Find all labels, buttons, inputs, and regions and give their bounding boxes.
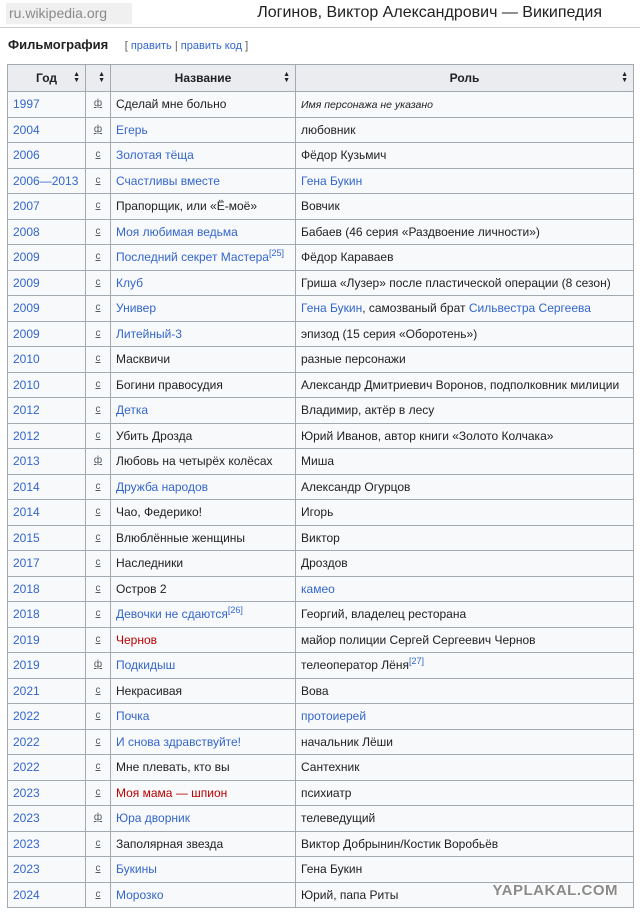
- title-link[interactable]: Подкидыш: [116, 658, 176, 673]
- year-link[interactable]: 2014: [8, 474, 86, 500]
- title-link[interactable]: Девочки не сдаются: [116, 607, 228, 622]
- edit-bracket-open: [: [124, 40, 128, 52]
- edit-separator: |: [174, 40, 178, 52]
- role-cell: [296, 857, 634, 883]
- year-link[interactable]: 2021: [8, 678, 86, 704]
- role-cell: [296, 474, 634, 500]
- role-cell: [296, 755, 634, 781]
- type-mark[interactable]: с: [86, 755, 111, 781]
- role-cell: [296, 245, 634, 271]
- filmography-table: [7, 64, 634, 908]
- role-text: майор полиции Сергей Сергеевич Чернов: [301, 632, 536, 647]
- table-row: [8, 219, 634, 245]
- title-cell[interactable]: [111, 704, 296, 730]
- title-cell[interactable]: [111, 780, 296, 806]
- title-cell[interactable]: [111, 321, 296, 347]
- table-row: [8, 857, 634, 883]
- title-link[interactable]: Чернов: [116, 632, 158, 647]
- role-cell: [296, 296, 634, 322]
- year-link[interactable]: 2009: [8, 270, 86, 296]
- role-cell: [296, 627, 634, 653]
- table-row: [8, 755, 634, 781]
- role-text: любовник: [301, 122, 356, 137]
- type-mark[interactable]: с: [86, 602, 111, 628]
- year-link[interactable]: 2017: [8, 551, 86, 577]
- type-mark[interactable]: с: [86, 525, 111, 551]
- table-row: [8, 296, 634, 322]
- year-link[interactable]: 2012: [8, 423, 86, 449]
- role-text: Гена Букин: [301, 862, 363, 877]
- title-link[interactable]: Счастливы вместе: [116, 173, 220, 188]
- title-cell[interactable]: [111, 245, 296, 271]
- role-text: , самозваный брат: [362, 301, 469, 316]
- year-link[interactable]: 2023: [8, 806, 86, 832]
- role-text: телеоператор Лёня: [301, 658, 409, 673]
- role-cell: [296, 500, 634, 526]
- role-text: Фёдор Караваев: [301, 250, 394, 265]
- role-link[interactable]: Гена Букин: [301, 173, 363, 188]
- role-cell: [296, 321, 634, 347]
- role-text: Гриша «Лузер» после пластической операции (8 сезон): [301, 275, 611, 290]
- title-text: Мне плевать, кто вы: [116, 760, 230, 775]
- role-text: Бабаев (46 серия «Раздвоение личности»): [301, 224, 540, 239]
- title-link[interactable]: Золотая тёща: [116, 148, 194, 163]
- title-text: Любовь на четырёх колёсах: [116, 454, 273, 469]
- type-mark[interactable]: с: [86, 143, 111, 169]
- title-cell[interactable]: [111, 806, 296, 832]
- role-cell: [296, 831, 634, 857]
- title-text: Сделай мне больно: [116, 97, 227, 112]
- type-mark[interactable]: с: [86, 423, 111, 449]
- title-cell[interactable]: [111, 270, 296, 296]
- title-link[interactable]: Почка: [116, 709, 150, 724]
- role-cell: [296, 576, 634, 602]
- role-cell: [296, 423, 634, 449]
- title-link[interactable]: И снова здравствуйте!: [116, 734, 242, 749]
- type-mark[interactable]: с: [86, 882, 111, 908]
- title-cell: [111, 92, 296, 118]
- title-text: Убить Дрозда: [116, 428, 193, 443]
- role-cell: [296, 143, 634, 169]
- table-row: [8, 143, 634, 169]
- role-cell: [296, 678, 634, 704]
- title-text: Богини правосудия: [116, 377, 223, 392]
- title-link[interactable]: Букины: [116, 862, 157, 877]
- year-link[interactable]: 2010: [8, 347, 86, 373]
- type-mark[interactable]: с: [86, 194, 111, 220]
- header-role[interactable]: Роль ▲ ▼: [296, 65, 634, 92]
- title-cell[interactable]: [111, 602, 296, 628]
- role-text: начальник Лёши: [301, 734, 394, 749]
- type-mark[interactable]: с: [86, 678, 111, 704]
- role-text: Игорь: [301, 505, 334, 520]
- role-text: Дроздов: [301, 556, 348, 571]
- role-text: Сантехник: [301, 760, 360, 775]
- title-cell[interactable]: [111, 653, 296, 679]
- title-cell[interactable]: [111, 168, 296, 194]
- role-cell: [296, 653, 634, 679]
- type-mark[interactable]: с: [86, 347, 111, 373]
- type-mark[interactable]: с: [86, 500, 111, 526]
- title-cell[interactable]: [111, 296, 296, 322]
- role-text: Виктор Добрынин/Костик Воробьёв: [301, 836, 499, 851]
- title-text: Масквичи: [116, 352, 171, 367]
- table-header-row: [8, 65, 634, 92]
- title-link[interactable]: Последний секрет Мастера: [116, 250, 269, 265]
- table-row: [8, 780, 634, 806]
- title-cell: [111, 500, 296, 526]
- year-link[interactable]: 2004: [8, 117, 86, 143]
- sort-icon[interactable]: ▲ ▼: [283, 71, 290, 84]
- title-cell: [111, 755, 296, 781]
- title-cell[interactable]: [111, 857, 296, 883]
- year-link[interactable]: 2024: [8, 882, 86, 908]
- type-mark[interactable]: с: [86, 576, 111, 602]
- title-cell[interactable]: [111, 143, 296, 169]
- year-link[interactable]: 2023: [8, 831, 86, 857]
- role-cell: [296, 525, 634, 551]
- title-link[interactable]: Моя мама — шпион: [116, 785, 228, 800]
- section-title: Фильмография: [8, 37, 109, 52]
- role-link[interactable]: камео: [301, 581, 335, 596]
- title-text: Прапорщик, или «Ё-моё»: [116, 199, 258, 214]
- role-text: Виктор: [301, 530, 340, 545]
- reference-link[interactable]: [25]: [268, 248, 284, 259]
- title-link[interactable]: Клуб: [116, 275, 143, 290]
- title-cell: [111, 831, 296, 857]
- role-cell: [296, 270, 634, 296]
- table-row: [8, 831, 634, 857]
- edit-links: [125, 40, 248, 52]
- role-text: Александр Огурцов: [301, 479, 411, 494]
- table-row: [8, 398, 634, 424]
- type-mark[interactable]: с: [86, 780, 111, 806]
- year-link[interactable]: 2006—2013: [8, 168, 86, 194]
- title-cell[interactable]: [111, 627, 296, 653]
- year-link[interactable]: 2008: [8, 219, 86, 245]
- type-mark[interactable]: с: [86, 474, 111, 500]
- title-cell: [111, 678, 296, 704]
- year-link[interactable]: 2010: [8, 372, 86, 398]
- table-row: [8, 372, 634, 398]
- table-row: [8, 449, 634, 475]
- role-text: эпизод (15 серия «Оборотень»): [301, 326, 478, 341]
- type-mark[interactable]: с: [86, 831, 111, 857]
- role-cell: [296, 704, 634, 730]
- title-link[interactable]: Юра дворник: [116, 811, 190, 826]
- url-bar[interactable]: ru.wikipedia.org: [6, 3, 132, 24]
- year-link[interactable]: 2012: [8, 398, 86, 424]
- watermark: YAPLAKAL.COM: [492, 882, 618, 899]
- title-link[interactable]: Универ: [116, 301, 157, 316]
- reference-link[interactable]: [27]: [408, 656, 424, 667]
- edit-link[interactable]: править: [130, 40, 172, 52]
- title-cell: [111, 525, 296, 551]
- header-title[interactable]: Название ▲ ▼: [111, 65, 296, 92]
- title-link[interactable]: Егерь: [116, 122, 148, 137]
- role-link[interactable]: Сильвестра Сергеева: [468, 301, 591, 316]
- role-link[interactable]: Гена Букин: [301, 301, 363, 316]
- title-cell: [111, 372, 296, 398]
- type-mark[interactable]: с: [86, 219, 111, 245]
- sort-icon[interactable]: ▲ ▼: [621, 71, 628, 84]
- title-cell[interactable]: [111, 398, 296, 424]
- type-mark[interactable]: с: [86, 729, 111, 755]
- table-row: [8, 653, 634, 679]
- table-row: [8, 551, 634, 577]
- table-row: [8, 704, 634, 730]
- table-row: [8, 92, 634, 118]
- table-row: [8, 423, 634, 449]
- title-text: Чао, Федерико!: [116, 505, 202, 520]
- role-cell: [296, 602, 634, 628]
- table-row: [8, 270, 634, 296]
- table-row: [8, 474, 634, 500]
- role-text: Георгий, владелец ресторана: [301, 607, 467, 622]
- role-link[interactable]: протоиерей: [301, 709, 367, 724]
- title-link[interactable]: Моя любимая ведьма: [116, 224, 238, 239]
- title-cell: [111, 194, 296, 220]
- year-link[interactable]: 2009: [8, 245, 86, 271]
- year-link[interactable]: 2022: [8, 755, 86, 781]
- title-link[interactable]: Дружба народов: [116, 479, 209, 494]
- table-row: [8, 245, 634, 271]
- type-mark[interactable]: с: [86, 372, 111, 398]
- role-cell: [296, 729, 634, 755]
- title-link[interactable]: Литейный-3: [116, 326, 182, 341]
- table-row: [8, 117, 634, 143]
- year-link[interactable]: 2014: [8, 500, 86, 526]
- title-text: Влюблённые женщины: [116, 530, 246, 545]
- title-cell[interactable]: [111, 474, 296, 500]
- year-link[interactable]: 2009: [8, 296, 86, 322]
- type-mark[interactable]: с: [86, 704, 111, 730]
- table-row: [8, 500, 634, 526]
- edit-bracket-close: ]: [245, 40, 249, 52]
- role-text: Владимир, актёр в лесу: [301, 403, 435, 418]
- table-row: [8, 194, 634, 220]
- role-text: Имя персонажа не указано: [301, 98, 433, 111]
- type-mark[interactable]: с: [86, 398, 111, 424]
- type-mark[interactable]: с: [86, 321, 111, 347]
- type-mark[interactable]: с: [86, 245, 111, 271]
- type-mark[interactable]: с: [86, 168, 111, 194]
- role-cell: [296, 347, 634, 373]
- year-link[interactable]: 2023: [8, 780, 86, 806]
- page-title: Логинов, Виктор Александрович — Википедия: [257, 4, 602, 21]
- role-cell: [296, 372, 634, 398]
- title-link[interactable]: Морозко: [116, 887, 164, 902]
- role-text: Вова: [301, 683, 329, 698]
- title-cell: [111, 347, 296, 373]
- title-text: Некрасивая: [116, 683, 183, 698]
- type-mark[interactable]: с: [86, 627, 111, 653]
- role-text: телеведущий: [301, 811, 376, 826]
- type-mark[interactable]: с: [86, 296, 111, 322]
- role-cell: [296, 398, 634, 424]
- type-mark[interactable]: ф: [86, 449, 111, 475]
- title-cell: [111, 423, 296, 449]
- reference-link[interactable]: [26]: [227, 605, 243, 616]
- edit-code-link[interactable]: править код: [180, 40, 243, 52]
- year-link[interactable]: 2009: [8, 321, 86, 347]
- title-text: Остров 2: [116, 581, 167, 596]
- type-mark[interactable]: с: [86, 857, 111, 883]
- role-text: Миша: [301, 454, 334, 469]
- type-mark[interactable]: с: [86, 551, 111, 577]
- year-link[interactable]: 2006: [8, 143, 86, 169]
- table-row: [8, 627, 634, 653]
- year-link[interactable]: 2019: [8, 627, 86, 653]
- role-text: Фёдор Кузьмич: [301, 148, 387, 163]
- year-link[interactable]: 2022: [8, 729, 86, 755]
- year-link[interactable]: 2018: [8, 602, 86, 628]
- role-cell: [296, 780, 634, 806]
- role-cell: [296, 117, 634, 143]
- role-cell: [296, 806, 634, 832]
- sort-icon[interactable]: ▲ ▼: [98, 71, 105, 84]
- year-link[interactable]: 2007: [8, 194, 86, 220]
- role-cell: [296, 449, 634, 475]
- year-link[interactable]: 1997: [8, 92, 86, 118]
- section-header: [8, 36, 634, 56]
- table-row: [8, 347, 634, 373]
- type-mark[interactable]: ф: [86, 806, 111, 832]
- table-row: [8, 321, 634, 347]
- table-row: [8, 806, 634, 832]
- role-cell: [296, 194, 634, 220]
- title-cell[interactable]: [111, 219, 296, 245]
- role-text: разные персонажи: [301, 352, 406, 367]
- role-text: Юрий, папа Риты: [301, 887, 399, 902]
- year-link[interactable]: 2023: [8, 857, 86, 883]
- title-cell: [111, 576, 296, 602]
- type-mark[interactable]: с: [86, 270, 111, 296]
- role-text: Вовчик: [301, 199, 340, 214]
- title-cell: [111, 551, 296, 577]
- role-text: Юрий Иванов, автор книги «Золото Колчака»: [301, 428, 554, 443]
- title-cell: [111, 449, 296, 475]
- role-text: Александр Дмитриевич Воронов, подполковник милиции: [301, 377, 620, 392]
- year-link[interactable]: 2015: [8, 525, 86, 551]
- header-year[interactable]: Год ▲ ▼: [8, 65, 86, 92]
- title-text: Наследники: [116, 556, 184, 571]
- table-row: [8, 602, 634, 628]
- header-type[interactable]: [86, 65, 111, 92]
- role-cell: [296, 551, 634, 577]
- year-link[interactable]: 2019: [8, 653, 86, 679]
- table-row: [8, 168, 634, 194]
- sort-icon[interactable]: ▲ ▼: [73, 71, 80, 84]
- year-link[interactable]: 2018: [8, 576, 86, 602]
- type-mark[interactable]: ф: [86, 92, 111, 118]
- title-cell[interactable]: [111, 729, 296, 755]
- browser-topbar: [0, 0, 640, 28]
- role-text: психиатр: [301, 785, 352, 800]
- title-text: Заполярная звезда: [116, 836, 224, 851]
- type-mark[interactable]: ф: [86, 653, 111, 679]
- type-mark[interactable]: ф: [86, 117, 111, 143]
- title-link[interactable]: Детка: [116, 403, 149, 418]
- table-row: [8, 576, 634, 602]
- role-cell: [296, 219, 634, 245]
- table-row: [8, 678, 634, 704]
- role-cell: [296, 168, 634, 194]
- role-cell: [296, 92, 634, 118]
- year-link[interactable]: 2013: [8, 449, 86, 475]
- year-link[interactable]: 2022: [8, 704, 86, 730]
- table-row: [8, 525, 634, 551]
- title-cell[interactable]: [111, 882, 296, 908]
- table-row: [8, 729, 634, 755]
- title-cell[interactable]: [111, 117, 296, 143]
